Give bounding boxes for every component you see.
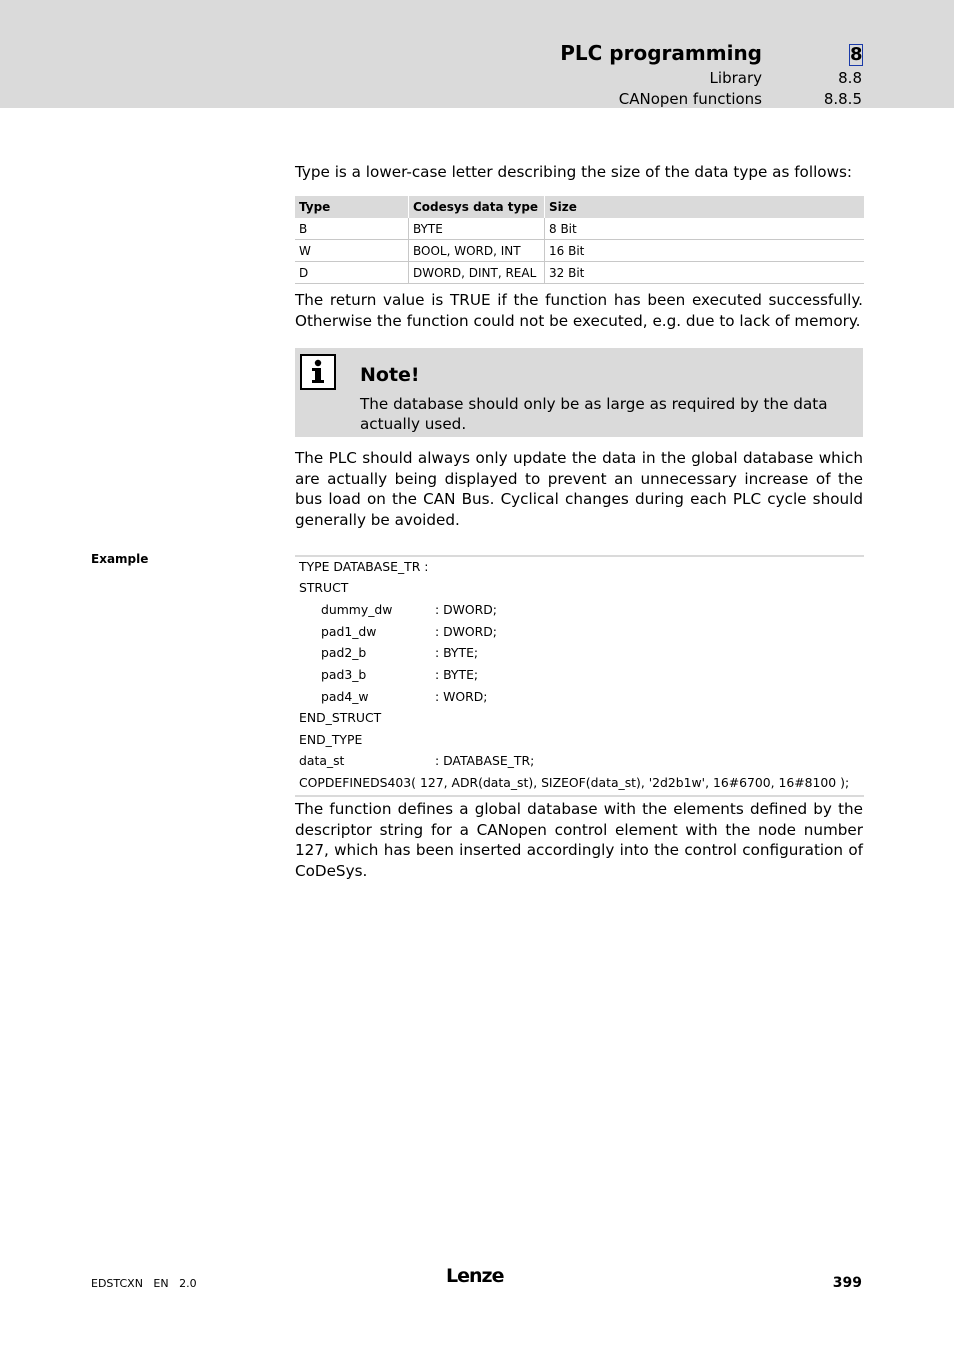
note-title: Note! — [360, 364, 420, 386]
code-field-type: : DWORD; — [435, 602, 497, 617]
return-value-paragraph: The return value is TRUE if the function has been executed successfully. Otherwise the function could not be executed, e.g. due to lack of memory. — [295, 291, 863, 330]
code-line: STRUCT — [299, 580, 349, 595]
code-line: END_TYPE — [299, 732, 363, 747]
section-label: Library — [709, 69, 762, 87]
code-field-name: pad2_b — [321, 645, 367, 660]
table-row — [295, 218, 864, 240]
table-header-row — [295, 196, 864, 218]
code-variable-type: : DATABASE_TR; — [435, 753, 535, 768]
page-header — [0, 0, 954, 108]
code-line: TYPE DATABASE_TR : — [299, 559, 429, 574]
info-icon — [300, 354, 336, 390]
code-function-call: COPDEFINEDS403( 127, ADR(data_st), SIZEOF(data_st), '2d2b1w', 16#6700, 16#8100 ); — [299, 775, 850, 790]
table-cell: 8 Bit — [545, 218, 865, 240]
note-box — [295, 348, 863, 437]
code-variable-name: data_st — [299, 753, 345, 768]
note-text: The database should only be as large as required by the data actually used. — [360, 395, 828, 433]
lenze-logo — [445, 1262, 507, 1288]
table-cell: D — [295, 262, 409, 284]
code-line: END_STRUCT — [299, 710, 382, 725]
table-cell: W — [295, 240, 409, 262]
table-cell: 32 Bit — [545, 262, 865, 284]
function-paragraph: The function defines a global database with the elements defined by the descriptor string for a CANopen control element with the node number 127, which has been inserted accordingly into the control configuration of CoDeSys. — [295, 800, 863, 880]
example-label: Example — [91, 552, 149, 566]
svg-text:Lenze: Lenze — [446, 1265, 504, 1287]
code-field-name: pad1_dw — [321, 624, 377, 639]
subsection-number: 8.8.5 — [823, 90, 862, 108]
code-field-type: : BYTE; — [435, 667, 479, 682]
intro-paragraph: Type is a lower-case letter describing the size of the data type as follows: — [295, 163, 853, 181]
table-cell: DWORD, DINT, REAL — [409, 262, 545, 284]
column-header-codesys: Codesys data type — [409, 196, 545, 218]
data-type-table — [295, 196, 864, 284]
table-cell: BOOL, WORD, INT — [409, 240, 545, 262]
column-header-type: Type — [295, 196, 409, 218]
document-id: EDSTCXN EN 2.0 — [91, 1277, 197, 1290]
section-number: 8.8 — [838, 69, 862, 87]
code-field-type: : DWORD; — [435, 624, 497, 639]
page-number: 399 — [832, 1275, 862, 1291]
table-row — [295, 240, 864, 262]
table-cell: BYTE — [409, 218, 545, 240]
table-cell: B — [295, 218, 409, 240]
code-field-name: pad3_b — [321, 667, 367, 682]
code-field-name: pad4_w — [321, 689, 369, 704]
subsection-label: CANopen functions — [618, 90, 762, 108]
table-cell: 16 Bit — [545, 240, 865, 262]
table-row — [295, 262, 864, 284]
code-field-type: : BYTE; — [435, 645, 479, 660]
plc-paragraph: The PLC should always only update the data in the global database which are actually being displayed to prevent an unnecessary increase of the bus load on the CAN Bus. Cyclical changes during each PLC cycle should generally be avoided. — [295, 449, 863, 529]
code-field-name: dummy_dw — [321, 602, 393, 617]
column-header-size: Size — [545, 196, 865, 218]
chapter-title: PLC programming — [560, 41, 762, 65]
code-field-type: : WORD; — [435, 689, 488, 704]
chapter-number[interactable]: 8 — [850, 44, 863, 65]
code-example — [295, 555, 864, 797]
